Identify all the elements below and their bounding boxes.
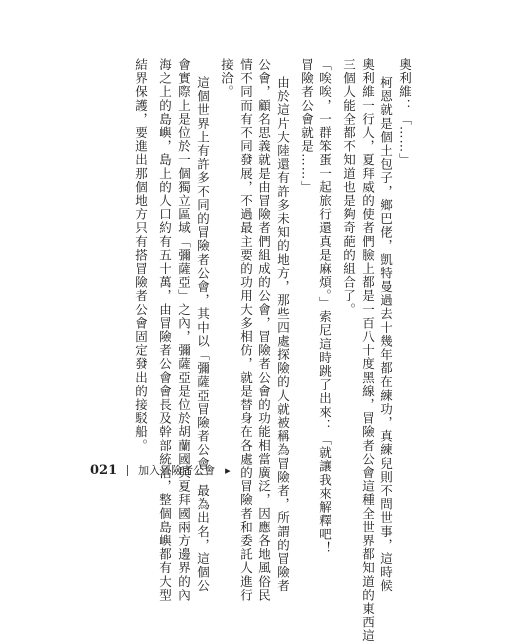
- page-footer: [90, 462, 231, 478]
- text-column-3: 奧利維一行人，夏拜威的使者們臉上都是一百八十度黑線，冒險者公會這種全世界都知道的東西這: [360, 58, 376, 643]
- text-column-12: 會實際上是位於一個獨立區域「彌薩亞」之內，彌薩亞是位於胡蘭國與夏拜國兩方邊界的內: [176, 58, 192, 602]
- text-column-2: 柯恩就是個土包子，鄉巴佬，凱特曼過去十幾年都在練功，真練兒則不問世事，這時候: [378, 76, 394, 593]
- text-column-4: 三個人能全都不知道也是夠奇葩的組合了。: [341, 58, 357, 317]
- footer-divider: [127, 465, 128, 476]
- text-column-9: 情不同而有不同發展，不過最主要的功用大多相仿，就是替身在各處的冒險者和委託人進行: [238, 58, 254, 602]
- text-column-1: 奧利維：「……」: [397, 58, 413, 167]
- text-column-6: 冒險者公會就是……」: [299, 58, 315, 194]
- text-column-8: 公會，顧名思義就是由冒險者們組成的公會，冒險者公會的功能相當廣泛，因應各地風俗民: [256, 58, 272, 602]
- text-column-7: 由於這片大陸還有許多未知的地方，那些四處探險的人就被稱為冒險者，所謂的冒險者: [275, 76, 291, 593]
- text-column-13: 海之上的島嶼，島上的人口約有五十萬，由冒險者公會會長及幹部統治，整個島嶼都有大型: [157, 58, 173, 602]
- text-column-5: 「唉唉，一群笨蛋一起旅行還真是麻煩。」索尼這時跳了出來：「就讓我來解釋吧！: [317, 58, 333, 555]
- text-column-14: 結界保護，要進出那個地方只有搭冒險者公會固定發出的接駁船。: [133, 58, 149, 453]
- text-column-11: 這個世界上有許多不同的冒險者公會，其中以「彌薩亞冒險者公會」最為出名，這個公: [195, 76, 211, 593]
- text-column-10: 接洽。: [219, 58, 235, 99]
- chapter-title: 加入冒險者公會: [138, 464, 216, 477]
- page-number: 021: [90, 462, 118, 478]
- chapter-end-mark: ▸: [225, 463, 231, 477]
